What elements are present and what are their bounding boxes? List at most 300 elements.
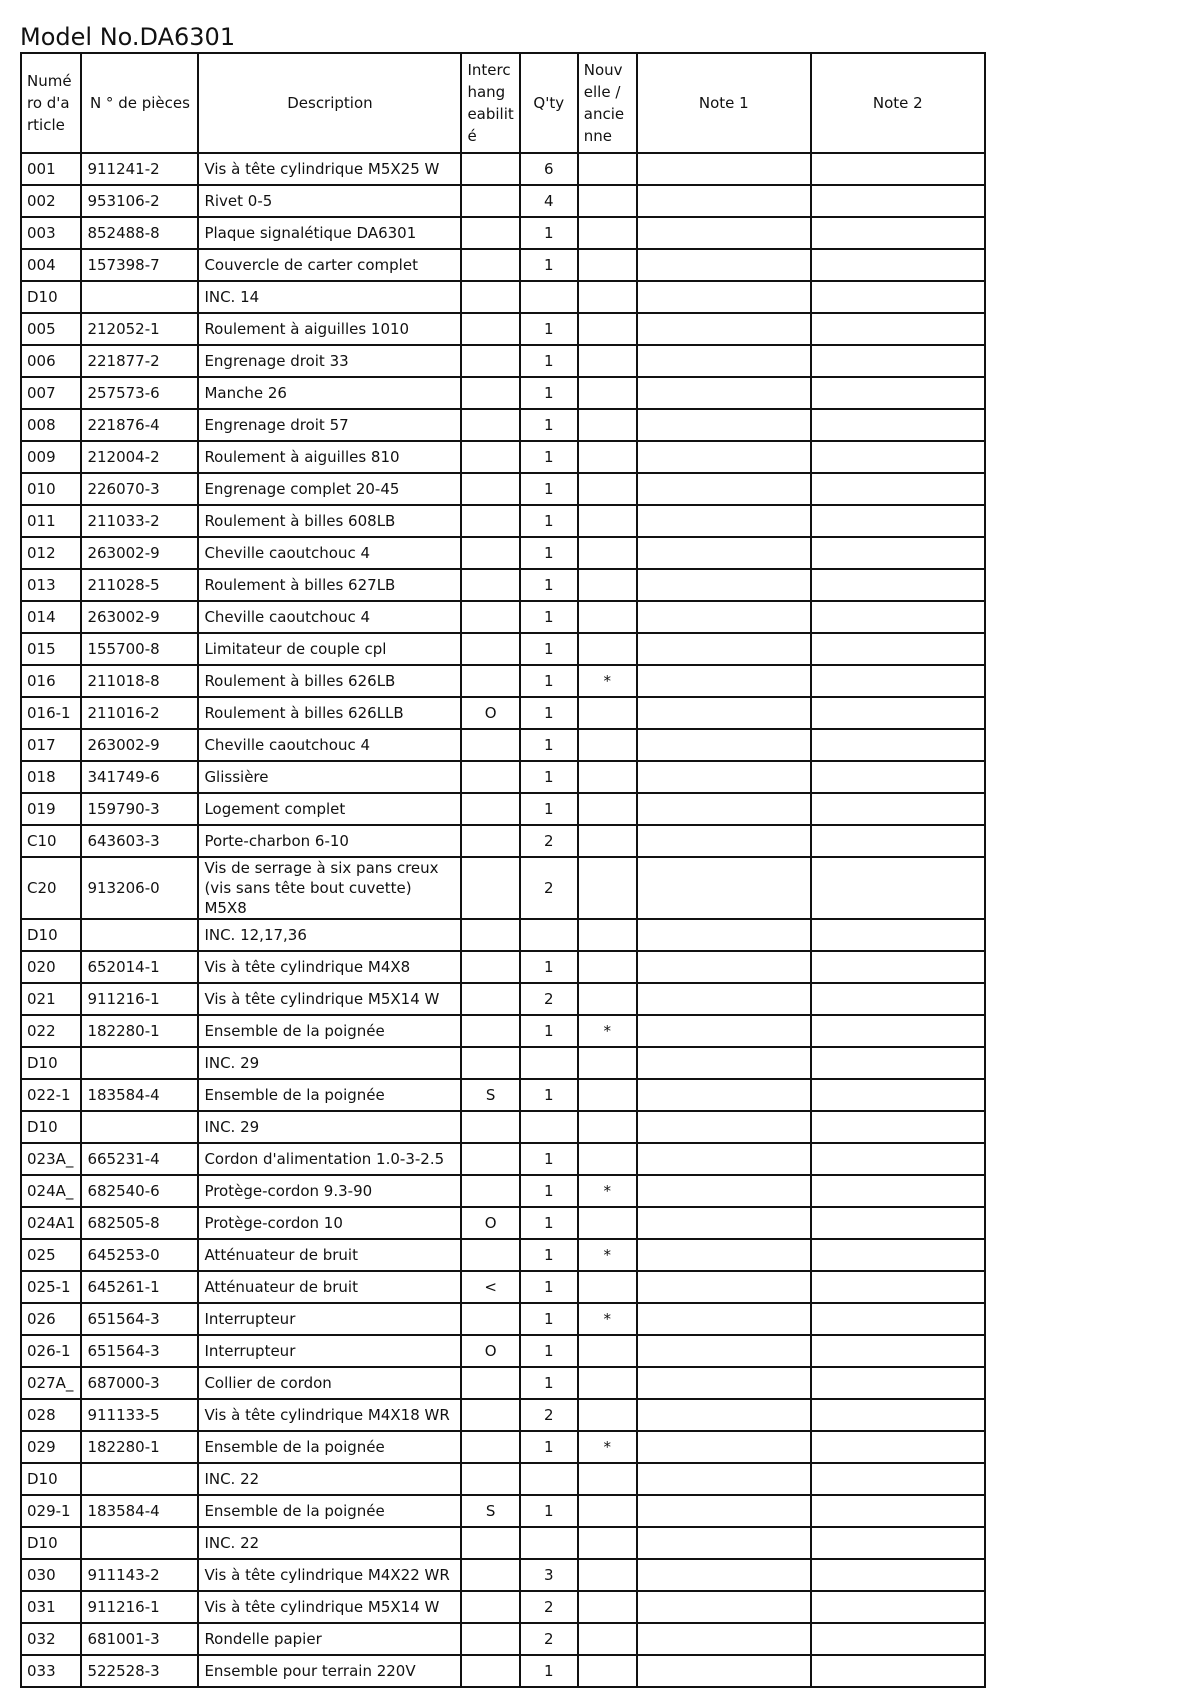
note-2-cell (811, 1559, 985, 1591)
part-number-cell: 157398-7 (81, 249, 198, 281)
note-1-cell (637, 153, 811, 185)
item-number-cell: 004 (21, 249, 81, 281)
part-number-cell (81, 1463, 198, 1495)
interchangeability-cell (461, 249, 519, 281)
table-row (21, 505, 985, 537)
item-number-cell: 032 (21, 1623, 81, 1655)
interchangeability-cell (461, 1527, 519, 1559)
description-cell: Vis à tête cylindrique M4X8 (198, 951, 461, 983)
item-number-cell: 020 (21, 951, 81, 983)
quantity-cell: 1 (520, 697, 578, 729)
interchangeability-cell (461, 1175, 519, 1207)
part-number-cell: 645253-0 (81, 1239, 198, 1271)
description-cell: Collier de cordon (198, 1367, 461, 1399)
part-number-cell: 212004-2 (81, 441, 198, 473)
header-note-1: Note 1 (637, 53, 811, 153)
note-2-cell (811, 697, 985, 729)
table-row (21, 1303, 985, 1335)
note-2-cell (811, 729, 985, 761)
table-header-row (21, 53, 985, 153)
note-2-cell (811, 1399, 985, 1431)
new-old-cell (578, 217, 637, 249)
part-number-cell: 911216-1 (81, 983, 198, 1015)
part-number-cell: 183584-4 (81, 1079, 198, 1111)
note-1-cell (637, 1047, 811, 1079)
interchangeability-cell (461, 281, 519, 313)
item-number-cell: D10 (21, 1527, 81, 1559)
interchangeability-cell (461, 505, 519, 537)
new-old-cell (578, 601, 637, 633)
part-number-cell: 211028-5 (81, 569, 198, 601)
quantity-cell: 1 (520, 377, 578, 409)
interchangeability-cell (461, 857, 519, 919)
note-1-cell (637, 377, 811, 409)
item-number-cell: 012 (21, 537, 81, 569)
part-number-cell: 652014-1 (81, 951, 198, 983)
note-1-cell (637, 505, 811, 537)
note-1-cell (637, 761, 811, 793)
table-row (21, 1047, 985, 1079)
item-number-cell: 003 (21, 217, 81, 249)
table-row (21, 1591, 985, 1623)
part-number-cell: 911133-5 (81, 1399, 198, 1431)
interchangeability-cell (461, 153, 519, 185)
note-2-cell (811, 313, 985, 345)
new-old-cell (578, 185, 637, 217)
interchangeability-cell (461, 1591, 519, 1623)
note-2-cell (811, 1079, 985, 1111)
new-old-cell (578, 1047, 637, 1079)
part-number-cell: 159790-3 (81, 793, 198, 825)
new-old-cell (578, 313, 637, 345)
quantity-cell: 2 (520, 983, 578, 1015)
note-1-cell (637, 1591, 811, 1623)
item-number-cell: C10 (21, 825, 81, 857)
interchangeability-cell: O (461, 1335, 519, 1367)
interchangeability-cell (461, 1399, 519, 1431)
note-2-cell (811, 1367, 985, 1399)
new-old-cell (578, 409, 637, 441)
item-number-cell: 026-1 (21, 1335, 81, 1367)
description-cell: INC. 14 (198, 281, 461, 313)
note-1-cell (637, 919, 811, 951)
item-number-cell: 025 (21, 1239, 81, 1271)
quantity-cell: 1 (520, 793, 578, 825)
description-cell: Cheville caoutchouc 4 (198, 537, 461, 569)
interchangeability-cell (461, 1111, 519, 1143)
interchangeability-cell (461, 1047, 519, 1079)
item-number-cell: 021 (21, 983, 81, 1015)
interchangeability-cell (461, 1431, 519, 1463)
note-1-cell (637, 185, 811, 217)
note-1-cell (637, 441, 811, 473)
table-row (21, 729, 985, 761)
new-old-cell (578, 919, 637, 951)
quantity-cell: 1 (520, 601, 578, 633)
quantity-cell: 1 (520, 1207, 578, 1239)
item-number-cell: 029 (21, 1431, 81, 1463)
table-row (21, 919, 985, 951)
note-1-cell (637, 217, 811, 249)
note-2-cell (811, 601, 985, 633)
interchangeability-cell (461, 1367, 519, 1399)
header-item-number: Numé ro d'a rticle (21, 53, 81, 153)
table-row (21, 825, 985, 857)
interchangeability-cell (461, 919, 519, 951)
note-2-cell (811, 569, 985, 601)
note-2-cell (811, 441, 985, 473)
note-1-cell (637, 697, 811, 729)
quantity-cell (520, 1463, 578, 1495)
table-row (21, 217, 985, 249)
item-number-cell: 033 (21, 1655, 81, 1687)
table-row (21, 793, 985, 825)
table-row (21, 1015, 985, 1047)
table-row (21, 377, 985, 409)
part-number-cell: 155700-8 (81, 633, 198, 665)
quantity-cell: 1 (520, 1367, 578, 1399)
quantity-cell: 1 (520, 569, 578, 601)
table-row (21, 601, 985, 633)
note-1-cell (637, 633, 811, 665)
new-old-cell: * (578, 1175, 637, 1207)
interchangeability-cell: S (461, 1079, 519, 1111)
note-2-cell (811, 793, 985, 825)
new-old-cell (578, 1143, 637, 1175)
quantity-cell: 1 (520, 1239, 578, 1271)
note-1-cell (637, 729, 811, 761)
description-cell: Rondelle papier (198, 1623, 461, 1655)
item-number-cell: 019 (21, 793, 81, 825)
interchangeability-cell (461, 1655, 519, 1687)
note-2-cell (811, 983, 985, 1015)
part-number-cell: 182280-1 (81, 1015, 198, 1047)
quantity-cell: 2 (520, 1591, 578, 1623)
quantity-cell (520, 919, 578, 951)
quantity-cell: 1 (520, 951, 578, 983)
quantity-cell: 1 (520, 1335, 578, 1367)
table-row (21, 761, 985, 793)
note-1-cell (637, 793, 811, 825)
note-2-cell (811, 473, 985, 505)
description-cell: Ensemble de la poignée (198, 1431, 461, 1463)
note-1-cell (637, 473, 811, 505)
note-1-cell (637, 1367, 811, 1399)
part-number-cell: 852488-8 (81, 217, 198, 249)
part-number-cell: 226070-3 (81, 473, 198, 505)
quantity-cell: 1 (520, 1431, 578, 1463)
new-old-cell (578, 1271, 637, 1303)
part-number-cell: 221876-4 (81, 409, 198, 441)
interchangeability-cell (461, 793, 519, 825)
note-2-cell (811, 825, 985, 857)
new-old-cell (578, 697, 637, 729)
table-row (21, 1143, 985, 1175)
item-number-cell: 009 (21, 441, 81, 473)
new-old-cell: * (578, 1015, 637, 1047)
new-old-cell (578, 1111, 637, 1143)
note-2-cell (811, 857, 985, 919)
item-number-cell: 027A_ (21, 1367, 81, 1399)
new-old-cell (578, 1335, 637, 1367)
quantity-cell: 1 (520, 1175, 578, 1207)
part-number-cell: 911216-1 (81, 1591, 198, 1623)
item-number-cell: 001 (21, 153, 81, 185)
description-cell: Roulement à aiguilles 1010 (198, 313, 461, 345)
description-cell: Rivet 0-5 (198, 185, 461, 217)
note-1-cell (637, 1527, 811, 1559)
part-number-cell: 687000-3 (81, 1367, 198, 1399)
table-row (21, 345, 985, 377)
description-cell: INC. 29 (198, 1111, 461, 1143)
item-number-cell: 016 (21, 665, 81, 697)
part-number-cell: 643603-3 (81, 825, 198, 857)
part-number-cell: 522528-3 (81, 1655, 198, 1687)
note-2-cell (811, 1431, 985, 1463)
table-row (21, 1559, 985, 1591)
item-number-cell: 015 (21, 633, 81, 665)
description-cell: Vis à tête cylindrique M5X25 W (198, 153, 461, 185)
item-number-cell: 031 (21, 1591, 81, 1623)
note-2-cell (811, 919, 985, 951)
note-2-cell (811, 1591, 985, 1623)
interchangeability-cell (461, 1239, 519, 1271)
new-old-cell (578, 1591, 637, 1623)
note-1-cell (637, 569, 811, 601)
interchangeability-cell (461, 377, 519, 409)
note-1-cell (637, 1175, 811, 1207)
description-cell: Vis à tête cylindrique M5X14 W (198, 983, 461, 1015)
table-row (21, 1527, 985, 1559)
table-row (21, 569, 985, 601)
description-cell: Cheville caoutchouc 4 (198, 729, 461, 761)
item-number-cell: 030 (21, 1559, 81, 1591)
part-number-cell: 953106-2 (81, 185, 198, 217)
part-number-cell: 645261-1 (81, 1271, 198, 1303)
new-old-cell (578, 473, 637, 505)
note-1-cell (637, 1015, 811, 1047)
note-2-cell (811, 1335, 985, 1367)
quantity-cell: 1 (520, 1655, 578, 1687)
new-old-cell (578, 249, 637, 281)
item-number-cell: 025-1 (21, 1271, 81, 1303)
item-number-cell: 013 (21, 569, 81, 601)
description-cell: Engrenage complet 20-45 (198, 473, 461, 505)
new-old-cell (578, 761, 637, 793)
part-number-cell: 211016-2 (81, 697, 198, 729)
note-1-cell (637, 313, 811, 345)
new-old-cell (578, 1527, 637, 1559)
interchangeability-cell (461, 665, 519, 697)
table-row (21, 153, 985, 185)
description-cell: Roulement à billes 626LLB (198, 697, 461, 729)
new-old-cell (578, 1207, 637, 1239)
quantity-cell: 1 (520, 1495, 578, 1527)
quantity-cell (520, 1527, 578, 1559)
new-old-cell (578, 1463, 637, 1495)
new-old-cell (578, 951, 637, 983)
header-new-old: Nouv elle / ancie nne (578, 53, 637, 153)
table-row (21, 1431, 985, 1463)
part-number-cell: 182280-1 (81, 1431, 198, 1463)
new-old-cell (578, 1495, 637, 1527)
header-note-2: Note 2 (811, 53, 985, 153)
interchangeability-cell (461, 1463, 519, 1495)
new-old-cell (578, 983, 637, 1015)
item-number-cell: 028 (21, 1399, 81, 1431)
note-2-cell (811, 1175, 985, 1207)
description-cell: Roulement à aiguilles 810 (198, 441, 461, 473)
note-2-cell (811, 1463, 985, 1495)
table-row (21, 1207, 985, 1239)
note-1-cell (637, 1207, 811, 1239)
description-cell: Manche 26 (198, 377, 461, 409)
parts-table (20, 52, 986, 1688)
description-cell: Couvercle de carter complet (198, 249, 461, 281)
new-old-cell (578, 825, 637, 857)
page-title: Model No.DA6301 (20, 23, 236, 51)
description-cell: INC. 29 (198, 1047, 461, 1079)
quantity-cell: 2 (520, 1623, 578, 1655)
description-cell: Engrenage droit 33 (198, 345, 461, 377)
item-number-cell: D10 (21, 919, 81, 951)
note-1-cell (637, 1303, 811, 1335)
interchangeability-cell (461, 1015, 519, 1047)
part-number-cell: 651564-3 (81, 1335, 198, 1367)
quantity-cell (520, 1111, 578, 1143)
description-cell: Protège-cordon 10 (198, 1207, 461, 1239)
table-row (21, 1335, 985, 1367)
part-number-cell (81, 1111, 198, 1143)
note-2-cell (811, 153, 985, 185)
interchangeability-cell (461, 409, 519, 441)
new-old-cell (578, 729, 637, 761)
description-cell: Roulement à billes 608LB (198, 505, 461, 537)
description-cell: Logement complet (198, 793, 461, 825)
item-number-cell: 017 (21, 729, 81, 761)
quantity-cell: 1 (520, 441, 578, 473)
table-row (21, 1623, 985, 1655)
quantity-cell: 1 (520, 505, 578, 537)
table-row (21, 1367, 985, 1399)
new-old-cell (578, 345, 637, 377)
item-number-cell: D10 (21, 1047, 81, 1079)
note-2-cell (811, 761, 985, 793)
note-2-cell (811, 665, 985, 697)
quantity-cell: 3 (520, 1559, 578, 1591)
new-old-cell (578, 633, 637, 665)
description-cell: Engrenage droit 57 (198, 409, 461, 441)
table-row (21, 1079, 985, 1111)
interchangeability-cell (461, 1559, 519, 1591)
part-number-cell: 682540-6 (81, 1175, 198, 1207)
note-2-cell (811, 505, 985, 537)
description-cell: Vis à tête cylindrique M5X14 W (198, 1591, 461, 1623)
part-number-cell: 341749-6 (81, 761, 198, 793)
note-1-cell (637, 1431, 811, 1463)
new-old-cell (578, 505, 637, 537)
note-2-cell (811, 1303, 985, 1335)
note-1-cell (637, 1623, 811, 1655)
interchangeability-cell (461, 313, 519, 345)
note-1-cell (637, 1111, 811, 1143)
note-1-cell (637, 1143, 811, 1175)
description-cell: Vis de serrage à six pans creux (vis sans tête bout cuvette) M5X8 (198, 857, 461, 919)
part-number-cell: 211018-8 (81, 665, 198, 697)
interchangeability-cell (461, 761, 519, 793)
quantity-cell: 1 (520, 1271, 578, 1303)
note-2-cell (811, 1047, 985, 1079)
part-number-cell: 257573-6 (81, 377, 198, 409)
description-cell: INC. 22 (198, 1527, 461, 1559)
table-row (21, 281, 985, 313)
table-row (21, 983, 985, 1015)
item-number-cell: 026 (21, 1303, 81, 1335)
description-cell: Ensemble pour terrain 220V (198, 1655, 461, 1687)
description-cell: INC. 12,17,36 (198, 919, 461, 951)
table-row (21, 1399, 985, 1431)
note-1-cell (637, 951, 811, 983)
note-2-cell (811, 1111, 985, 1143)
part-number-cell: 263002-9 (81, 537, 198, 569)
note-1-cell (637, 1271, 811, 1303)
part-number-cell (81, 1527, 198, 1559)
note-2-cell (811, 1239, 985, 1271)
note-2-cell (811, 249, 985, 281)
quantity-cell: 2 (520, 825, 578, 857)
part-number-cell: 221877-2 (81, 345, 198, 377)
interchangeability-cell (461, 537, 519, 569)
item-number-cell: 011 (21, 505, 81, 537)
part-number-cell: 211033-2 (81, 505, 198, 537)
item-number-cell: 029-1 (21, 1495, 81, 1527)
interchangeability-cell (461, 729, 519, 761)
interchangeability-cell (461, 217, 519, 249)
table-row (21, 537, 985, 569)
quantity-cell (520, 281, 578, 313)
note-2-cell (811, 1015, 985, 1047)
description-cell: Interrupteur (198, 1335, 461, 1367)
quantity-cell: 1 (520, 409, 578, 441)
description-cell: Interrupteur (198, 1303, 461, 1335)
part-number-cell (81, 281, 198, 313)
note-2-cell (811, 345, 985, 377)
item-number-cell: 016-1 (21, 697, 81, 729)
note-1-cell (637, 345, 811, 377)
note-2-cell (811, 217, 985, 249)
item-number-cell: 005 (21, 313, 81, 345)
interchangeability-cell: O (461, 1207, 519, 1239)
quantity-cell: 2 (520, 857, 578, 919)
new-old-cell (578, 377, 637, 409)
item-number-cell: 002 (21, 185, 81, 217)
part-number-cell: 212052-1 (81, 313, 198, 345)
quantity-cell: 1 (520, 1079, 578, 1111)
quantity-cell: 2 (520, 1399, 578, 1431)
description-cell: Roulement à billes 627LB (198, 569, 461, 601)
interchangeability-cell (461, 601, 519, 633)
parts-table-body (21, 153, 985, 1687)
item-number-cell: D10 (21, 1463, 81, 1495)
part-number-cell: 183584-4 (81, 1495, 198, 1527)
new-old-cell (578, 569, 637, 601)
description-cell: Plaque signalétique DA6301 (198, 217, 461, 249)
new-old-cell (578, 537, 637, 569)
part-number-cell: 682505-8 (81, 1207, 198, 1239)
interchangeability-cell: O (461, 697, 519, 729)
interchangeability-cell (461, 345, 519, 377)
quantity-cell: 1 (520, 537, 578, 569)
